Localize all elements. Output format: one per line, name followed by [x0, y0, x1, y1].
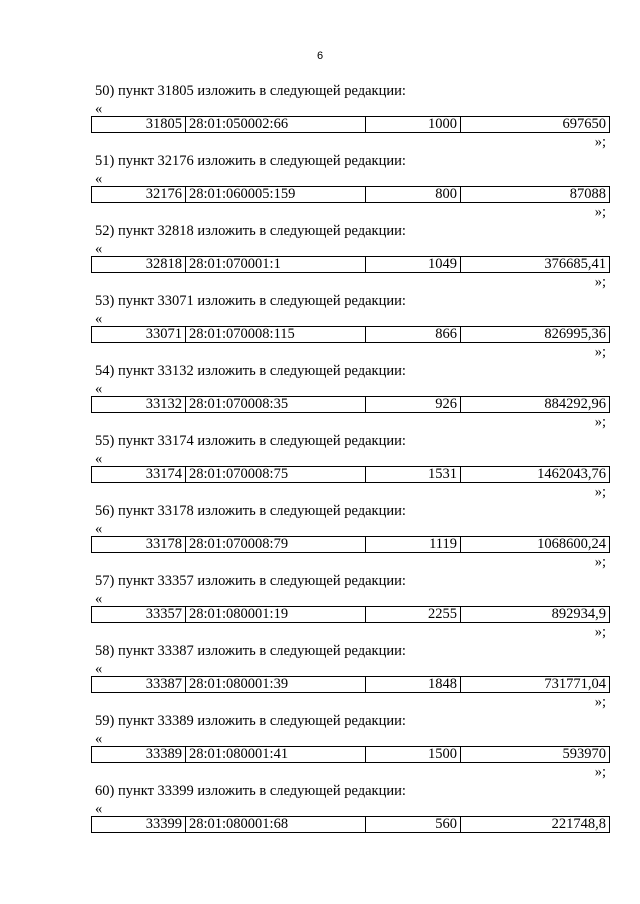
value-cell: 87088 — [569, 187, 606, 202]
amendment-block — [91, 569, 610, 639]
table-row — [91, 326, 610, 343]
closing-quote: »; — [594, 694, 606, 710]
table-row — [91, 606, 610, 623]
opening-quote: « — [95, 731, 103, 747]
amendment-block — [91, 429, 610, 499]
area-cell: 560 — [366, 817, 461, 832]
area-cell: 2255 — [366, 607, 461, 622]
item-number-cell: 32818 — [92, 257, 186, 272]
cadastral-number-cell: 28:01:070008:75 — [186, 467, 366, 482]
area-cell: 1848 — [366, 677, 461, 692]
value-cell: 1068600,24 — [537, 537, 606, 552]
value-cell: 697650 — [562, 117, 606, 132]
item-number-cell: 33071 — [92, 327, 186, 342]
amendment-heading: 52) пункт 32818 изложить в следующей редакции: — [95, 223, 406, 239]
cadastral-number-cell: 28:01:070008:35 — [186, 397, 366, 412]
amendment-heading: 59) пункт 33389 изложить в следующей редакции: — [95, 713, 406, 729]
cadastral-number-cell: 28:01:060005:159 — [186, 187, 366, 202]
amendment-block — [91, 359, 610, 429]
value-cell: 221748,8 — [551, 817, 606, 832]
amendment-heading: 58) пункт 33387 изложить в следующей редакции: — [95, 643, 406, 659]
table-row — [91, 746, 610, 763]
amendment-block — [91, 79, 610, 149]
table-row — [91, 256, 610, 273]
opening-quote: « — [95, 591, 103, 607]
page-number: 6 — [316, 50, 324, 62]
amendment-block — [91, 779, 610, 849]
closing-quote: »; — [594, 484, 606, 500]
area-cell: 1531 — [366, 467, 461, 482]
area-cell: 800 — [366, 187, 461, 202]
closing-quote: »; — [594, 414, 606, 430]
opening-quote: « — [95, 241, 103, 257]
amendment-list — [91, 79, 610, 849]
area-cell: 1000 — [366, 117, 461, 132]
area-cell: 1049 — [366, 257, 461, 272]
amendment-heading: 54) пункт 33132 изложить в следующей редакции: — [95, 363, 406, 379]
amendment-heading: 60) пункт 33399 изложить в следующей редакции: — [95, 783, 406, 799]
value-cell: 731771,04 — [544, 677, 606, 692]
amendment-block — [91, 149, 610, 219]
cadastral-number-cell: 28:01:070001:1 — [186, 257, 366, 272]
item-number-cell: 33399 — [92, 817, 186, 832]
closing-quote: »; — [594, 624, 606, 640]
amendment-block — [91, 219, 610, 289]
table-row — [91, 396, 610, 413]
cadastral-number-cell: 28:01:080001:19 — [186, 607, 366, 622]
amendment-block — [91, 639, 610, 709]
area-cell: 1119 — [366, 537, 461, 552]
amendment-heading: 57) пункт 33357 изложить в следующей редакции: — [95, 573, 406, 589]
cadastral-number-cell: 28:01:050002:66 — [186, 117, 366, 132]
closing-quote: »; — [594, 204, 606, 220]
closing-quote: »; — [594, 764, 606, 780]
value-cell: 1462043,76 — [537, 467, 606, 482]
item-number-cell: 33132 — [92, 397, 186, 412]
item-number-cell: 33174 — [92, 467, 186, 482]
cadastral-number-cell: 28:01:070008:79 — [186, 537, 366, 552]
item-number-cell: 33387 — [92, 677, 186, 692]
cadastral-number-cell: 28:01:080001:68 — [186, 817, 366, 832]
area-cell: 1500 — [366, 747, 461, 762]
table-row — [91, 186, 610, 203]
closing-quote: »; — [594, 274, 606, 290]
table-row — [91, 816, 610, 833]
amendment-heading: 55) пункт 33174 изложить в следующей редакции: — [95, 433, 406, 449]
table-row — [91, 536, 610, 553]
amendment-heading: 56) пункт 33178 изложить в следующей редакции: — [95, 503, 406, 519]
amendment-block — [91, 499, 610, 569]
amendment-heading: 50) пункт 31805 изложить в следующей редакции: — [95, 83, 406, 99]
cadastral-number-cell: 28:01:070008:115 — [186, 327, 366, 342]
item-number-cell: 33389 — [92, 747, 186, 762]
opening-quote: « — [95, 171, 103, 187]
item-number-cell: 33178 — [92, 537, 186, 552]
opening-quote: « — [95, 451, 103, 467]
amendment-block — [91, 289, 610, 359]
value-cell: 826995,36 — [544, 327, 606, 342]
cadastral-number-cell: 28:01:080001:39 — [186, 677, 366, 692]
opening-quote: « — [95, 311, 103, 327]
value-cell: 376685,41 — [544, 257, 606, 272]
table-row — [91, 676, 610, 693]
opening-quote: « — [95, 381, 103, 397]
area-cell: 926 — [366, 397, 461, 412]
area-cell: 866 — [366, 327, 461, 342]
value-cell: 593970 — [562, 747, 606, 762]
closing-quote: »; — [594, 344, 606, 360]
value-cell: 884292,96 — [544, 397, 606, 412]
opening-quote: « — [95, 101, 103, 117]
table-row — [91, 116, 610, 133]
opening-quote: « — [95, 661, 103, 677]
opening-quote: « — [95, 801, 103, 817]
table-row — [91, 466, 610, 483]
item-number-cell: 31805 — [92, 117, 186, 132]
amendment-heading: 51) пункт 32176 изложить в следующей редакции: — [95, 153, 406, 169]
amendment-block — [91, 709, 610, 779]
item-number-cell: 32176 — [92, 187, 186, 202]
closing-quote: »; — [594, 134, 606, 150]
item-number-cell: 33357 — [92, 607, 186, 622]
amendment-heading: 53) пункт 33071 изложить в следующей редакции: — [95, 293, 406, 309]
opening-quote: « — [95, 521, 103, 537]
value-cell: 892934,9 — [551, 607, 606, 622]
cadastral-number-cell: 28:01:080001:41 — [186, 747, 366, 762]
closing-quote: »; — [594, 554, 606, 570]
